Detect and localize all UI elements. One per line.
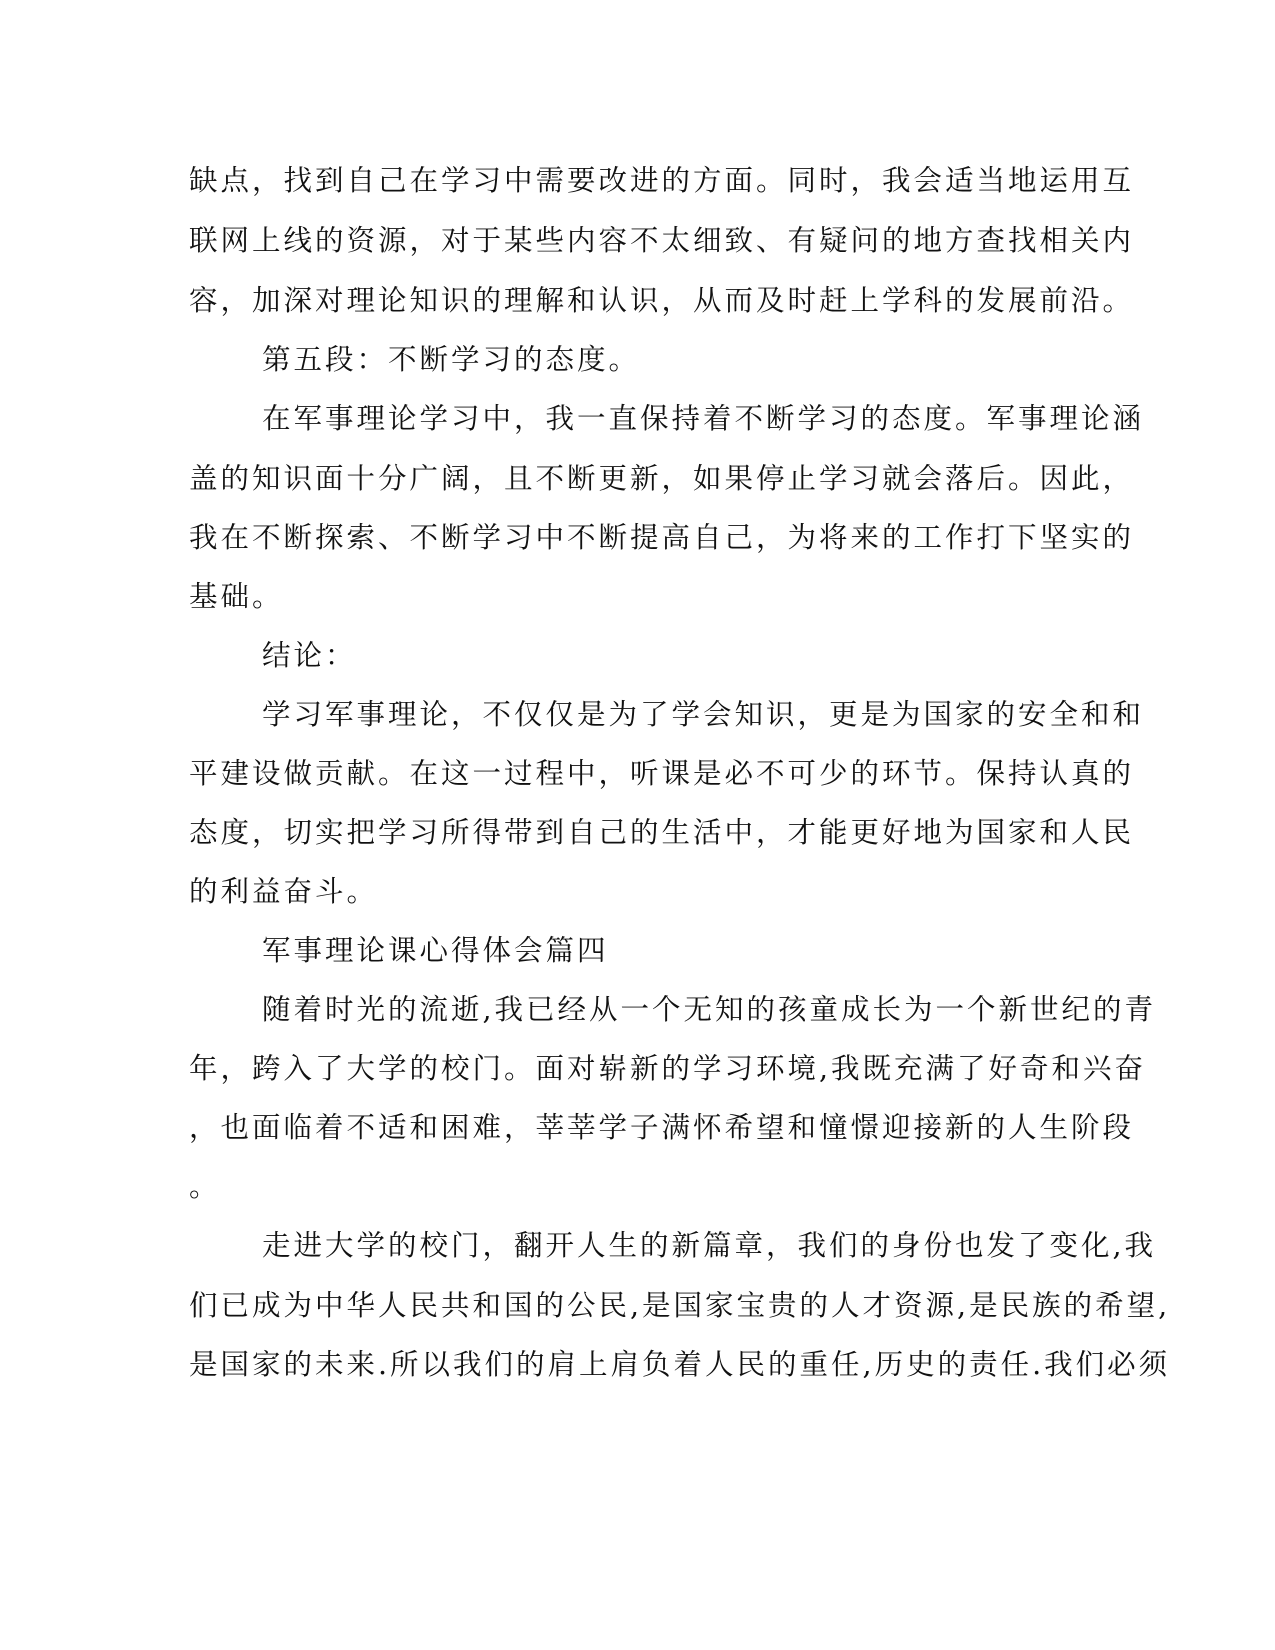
section-heading: 结论：: [262, 639, 357, 672]
paragraph-line: 是国家的未来.所以我们的肩上肩负着人民的重任,历史的责任.我们必须: [189, 1348, 1171, 1381]
paragraph-line: 我在不断探索、不断学习中不断提高自己，为将来的工作打下坚实的: [189, 521, 1135, 554]
paragraph-line: 基础。: [189, 580, 284, 613]
paragraph-line: 平建设做贡献。在这一过程中，听课是必不可少的环节。保持认真的: [189, 757, 1135, 790]
paragraph-line: 盖的知识面十分广阔，且不断更新，如果停止学习就会落后。因此，: [189, 462, 1135, 495]
paragraph-line: 年，跨入了大学的校门。面对崭新的学习环境,我既充满了好奇和兴奋: [189, 1052, 1147, 1085]
paragraph-line: 容，加深对理论知识的理解和认识，从而及时赶上学科的发展前沿。: [189, 284, 1135, 317]
paragraph-line: 们已成为中华人民共和国的公民,是国家宝贵的人才资源,是民族的希望,: [189, 1289, 1171, 1322]
section-title: 军事理论课心得体会篇四: [262, 934, 609, 967]
paragraph-line: 在军事理论学习中，我一直保持着不断学习的态度。军事理论涵: [262, 402, 1145, 435]
paragraph-line: 的利益奋斗。: [189, 875, 379, 908]
paragraph-line: 态度，切实把学习所得带到自己的生活中，才能更好地为国家和人民: [189, 816, 1135, 849]
paragraph-line: ，也面临着不适和困难，莘莘学子满怀希望和憧憬迎接新的人生阶段: [189, 1111, 1135, 1144]
paragraph-line: 。: [189, 1170, 221, 1203]
paragraph-line: 学习军事理论，不仅仅是为了学会知识，更是为国家的安全和和: [262, 698, 1145, 731]
paragraph-line: 缺点，找到自己在学习中需要改进的方面。同时，我会适当地运用互: [189, 164, 1135, 197]
paragraph-line: 联网上线的资源，对于某些内容不太细致、有疑问的地方查找相关内: [189, 224, 1135, 257]
section-heading: 第五段：不断学习的态度。: [262, 343, 641, 376]
paragraph-line: 随着时光的流逝,我已经从一个无知的孩童成长为一个新世纪的青: [262, 993, 1157, 1026]
paragraph-line: 走进大学的校门，翻开人生的新篇章，我们的身份也发了变化,我: [262, 1229, 1157, 1262]
